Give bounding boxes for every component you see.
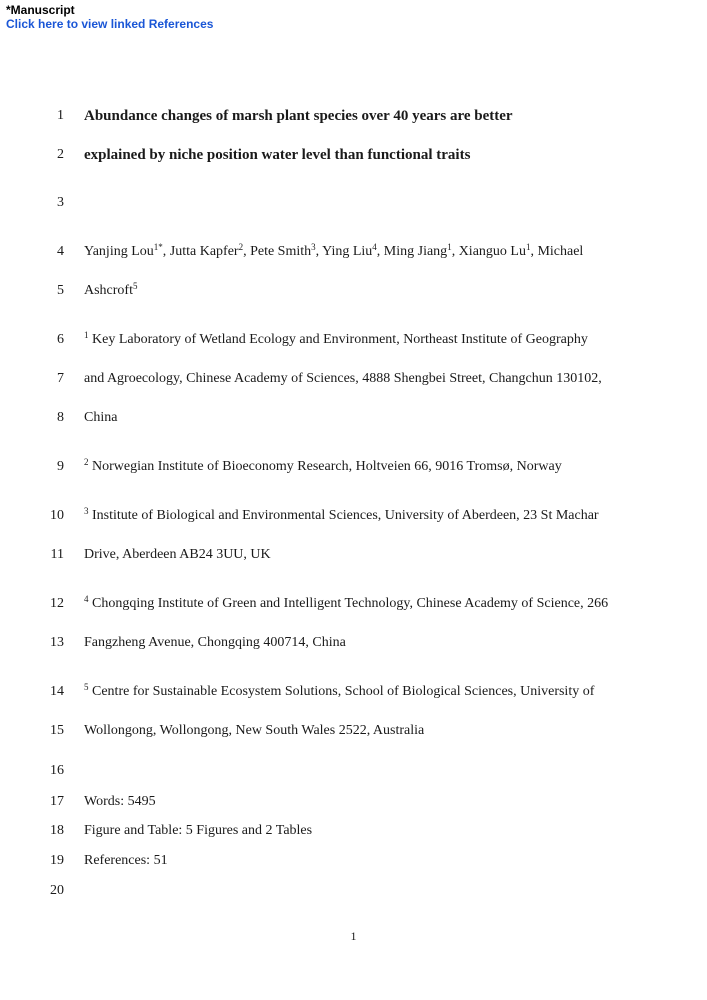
text-segment: , Ying Liu	[315, 244, 373, 259]
text-segment: Chongqing Institute of Green and Intelligent Technology, Chinese Academy of Science, 266	[88, 596, 609, 611]
line-text	[84, 545, 271, 565]
text-segment: , Pete Smith	[243, 244, 312, 259]
affiliation-superscript: 3	[311, 242, 316, 252]
text-segment: explained by niche position water level than functional traits	[84, 147, 471, 163]
text-segment: , Xianguo Lu	[451, 244, 526, 259]
text-segment: Wollongong, Wollongong, New South Wales 2522, Australia	[84, 723, 425, 738]
affiliation-superscript: 5	[133, 281, 138, 291]
line-text	[84, 594, 608, 614]
affiliation-superscript: 1	[525, 242, 531, 252]
affiliation-superscript: 1	[447, 242, 452, 252]
affiliation-superscript: 1	[84, 330, 89, 340]
text-segment: Ashcroft	[84, 283, 133, 298]
manuscript-line	[0, 506, 707, 526]
affiliation-superscript: 3	[84, 506, 89, 516]
text-segment: and Agroecology, Chinese Academy of Sciences, 4888 Shengbei Street, Changchun 130102,	[84, 371, 602, 386]
line-text	[84, 682, 594, 702]
line-number: 2	[57, 147, 64, 162]
line-text	[84, 408, 117, 428]
line-number: 18	[50, 823, 64, 838]
manuscript-line	[0, 145, 707, 165]
line-number: 14	[50, 684, 64, 699]
manuscript-line	[0, 761, 707, 781]
line-number: 1	[57, 108, 64, 123]
title-line-text	[84, 106, 513, 126]
text-segment: Yanjing Lou	[84, 244, 154, 259]
manuscript-line	[0, 682, 707, 702]
manuscript-line	[0, 633, 707, 653]
manuscript-line	[0, 281, 707, 301]
line-number: 9	[57, 459, 64, 474]
line-text	[84, 506, 599, 526]
line-text	[84, 721, 424, 741]
line-text	[84, 457, 562, 477]
line-text	[84, 633, 346, 653]
manuscript-line	[0, 106, 707, 126]
line-number: 7	[57, 371, 64, 386]
line-text	[84, 851, 168, 871]
page-number: 1	[350, 929, 357, 943]
text-segment: , Michael	[530, 244, 584, 259]
manuscript-line	[0, 821, 707, 841]
manuscript-line	[0, 594, 707, 614]
text-segment: Key Laboratory of Wetland Ecology and Environment, Northeast Institute of Geography	[88, 332, 588, 347]
line-text	[84, 281, 138, 301]
manuscript-line	[0, 242, 707, 262]
line-number: 11	[50, 547, 64, 562]
line-text	[84, 821, 312, 841]
affiliation-superscript: 2	[238, 242, 244, 252]
text-segment: Figure and Table: 5 Figures and 2 Tables	[84, 823, 313, 838]
manuscript-line	[0, 721, 707, 741]
text-segment: China	[84, 410, 118, 425]
manuscript-line	[0, 193, 707, 213]
line-text	[84, 330, 588, 350]
manuscript-label: *Manuscript	[6, 3, 75, 17]
title-line-text	[84, 145, 470, 165]
line-number: 16	[50, 763, 64, 778]
line-number: 3	[57, 195, 64, 210]
text-segment: References: 51	[84, 853, 168, 868]
manuscript-line	[0, 881, 707, 901]
text-segment: Institute of Biological and Environmental Sciences, University of Aberdeen, 23 St Machar	[88, 508, 599, 523]
text-segment: , Ming Jiang	[376, 244, 448, 259]
line-number: 12	[50, 596, 64, 611]
affiliation-superscript: 4	[84, 594, 89, 604]
line-number: 6	[57, 332, 64, 347]
line-number: 4	[57, 244, 64, 259]
line-number: 10	[50, 508, 64, 523]
text-segment: Norwegian Institute of Bioeconomy Research, Holtveien 66, 9016 Tromsø, Norway	[88, 459, 562, 474]
line-number: 13	[50, 635, 64, 650]
manuscript-line	[0, 369, 707, 389]
affiliation-superscript: 2	[84, 457, 89, 467]
text-segment: Words: 5495	[84, 794, 156, 809]
line-text	[84, 242, 583, 262]
line-number: 15	[50, 723, 64, 738]
line-number: 5	[57, 283, 64, 298]
text-segment: Abundance changes of marsh plant species over 40 years are better	[84, 108, 513, 124]
manuscript-line	[0, 408, 707, 428]
manuscript-line	[0, 851, 707, 871]
manuscript-line	[0, 792, 707, 812]
text-segment: Fangzheng Avenue, Chongqing 400714, China	[84, 635, 346, 650]
line-text	[84, 369, 602, 389]
line-text	[84, 792, 156, 812]
affiliation-superscript: 5	[84, 682, 89, 692]
affiliation-superscript: 4	[372, 242, 377, 252]
line-number: 19	[50, 853, 64, 868]
line-number: 20	[50, 883, 64, 898]
text-segment: , Jutta Kapfer	[162, 244, 239, 259]
manuscript-line	[0, 545, 707, 565]
view-references-link[interactable]: Click here to view linked References	[6, 17, 214, 31]
line-number: 8	[57, 410, 64, 425]
line-number: 17	[50, 794, 64, 809]
text-segment: Drive, Aberdeen AB24 3UU, UK	[84, 547, 271, 562]
manuscript-line	[0, 330, 707, 350]
text-segment: Centre for Sustainable Ecosystem Solutions, School of Biological Sciences, University of	[88, 684, 595, 699]
affiliation-superscript: 1*	[153, 242, 163, 252]
manuscript-line	[0, 457, 707, 477]
